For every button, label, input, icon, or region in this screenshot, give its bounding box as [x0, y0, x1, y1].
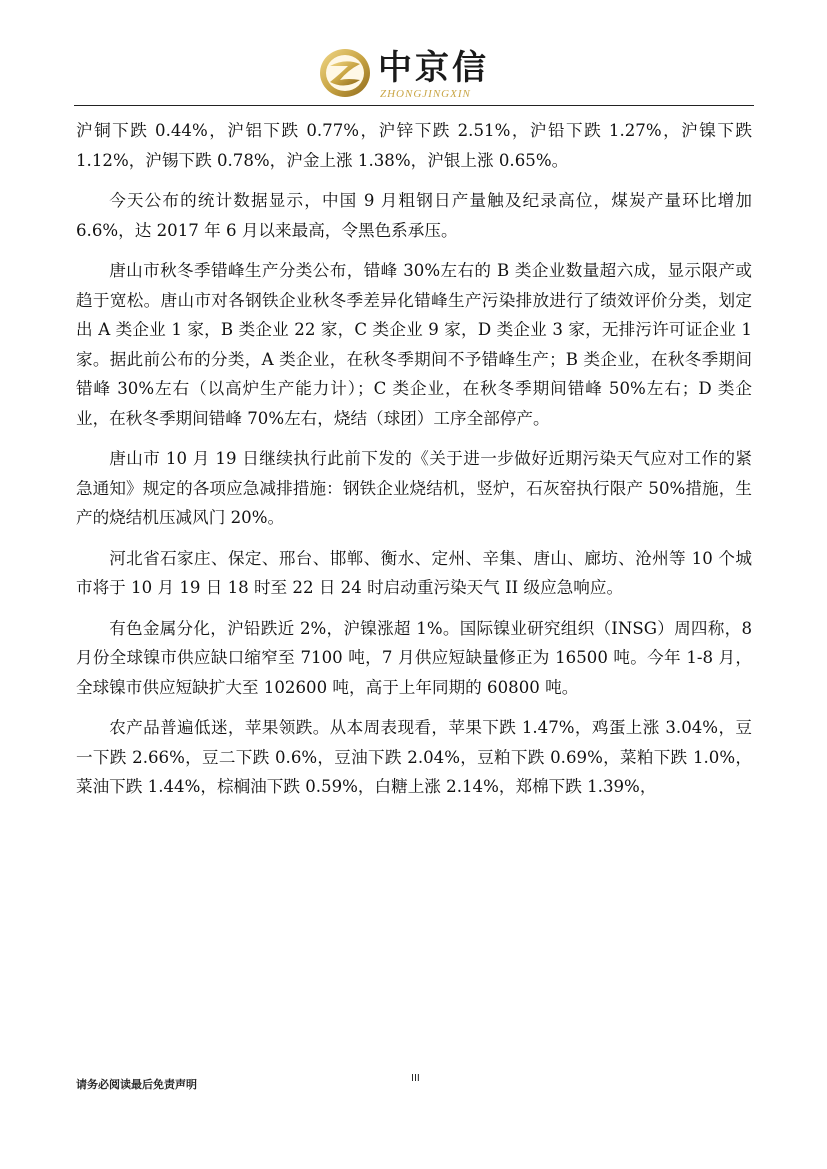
- brand-subtitle: ZHONGJINGXIN: [380, 88, 471, 100]
- paragraph-agriculture: 农产品普遍低迷，苹果领跌。从本周表现看，苹果下跌 1.47%，鸡蛋上涨 3.04%，豆一下跌 2.66%，豆二下跌 0.6%，豆油下跌 2.04%，豆粕下跌 0.69%，菜粕下跌 1.0%，菜油下跌 1.44%，棕榈油下跌 0.59%，白糖上涨 2.14%，郑棉下跌 1.39%，: [76, 718, 752, 796]
- paragraph-steel-output: 今天公布的统计数据显示，中国 9 月粗钢日产量触及纪录高位，煤炭产量环比增加 6.6%，达 2017 年 6 月以来最高，令黑色系承压。: [76, 191, 752, 240]
- footer-disclaimer: 请务必阅读最后免责声明: [76, 1078, 197, 1091]
- paragraph-metals-summary: 沪铜下跌 0.44%，沪铝下跌 0.77%，沪锌下跌 2.51%，沪铅下跌 1.27%，沪镍下跌 1.12%，沪锡下跌 0.78%，沪金上涨 1.38%，沪银上涨 0.65%。: [76, 121, 752, 170]
- brand-name: 中京信: [378, 48, 489, 88]
- paragraph-hebei-response: 河北省石家庄、保定、邢台、邯郸、衡水、定州、辛集、唐山、廊坊、沧州等 10 个城市将于 10 月 19 日 18 时至 22 日 24 时启动重污染天气 II 级应急响应。: [76, 548, 752, 597]
- zhongjingxin-logo-icon: [318, 46, 372, 100]
- paragraph-nonferrous: 有色金属分化，沪铅跌近 2%，沪镍涨超 1%。国际镍业研究组织（INSG）周四称，8 月份全球镍市供应缺口缩窄至 7100 吨，7 月供应短缺量修正为 16500 吨。今年 1-8 月，全球镍市供应短缺扩大至 102600 吨，高于上年同期的 60800 吨。: [76, 618, 752, 697]
- page-header: [0, 0, 827, 108]
- article-body: [76, 116, 752, 813]
- paragraph-tangshan-measures: 唐山市 10 月 19 日继续执行此前下发的《关于进一步做好近期污染天气应对工作的紧急通知》规定的各项应急减排措施：钢铁企业烧结机，竖炉，石灰窑执行限产 50%措施，生产的烧结机压减风门 20%。: [76, 449, 752, 527]
- header-divider: [74, 105, 754, 106]
- page-number: III: [411, 1073, 420, 1084]
- paragraph-tangshan-classification: 唐山市秋冬季错峰生产分类公布，错峰 30%左右的 B 类企业数量超六成，显示限产或趋于宽松。唐山市对各钢铁企业秋冬季差异化错峰生产污染排放进行了绩效评价分类，划定出 A 类企业 1 家，B 类企业 22 家，C 类企业 9 家，D 类企业 3 家，无排污许可证企业 1 家。据此前公布的分类，A 类企业，在秋冬季期间不予错峰生产；B 类企业，在秋冬季期间错峰 30%左右（以高炉生产能力计）；C 类企业，在秋冬季期间错峰 50%左右；D 类企业，在秋冬季期间错峰 70%左右，烧结（球团）工序全部停产。: [76, 261, 752, 428]
